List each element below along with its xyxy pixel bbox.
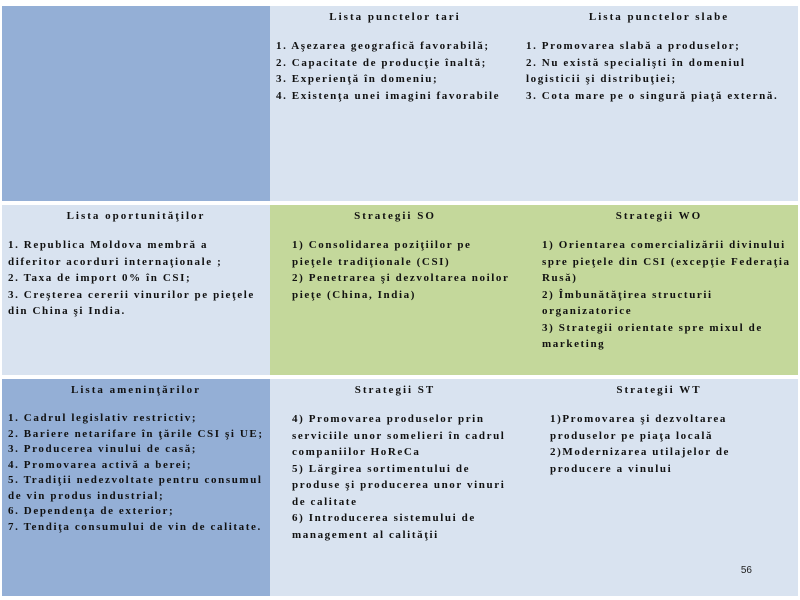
list-item: 1. Cadrul legislativ restrictiv; [8, 412, 198, 424]
empty-corner-cell [2, 6, 270, 201]
st-list [276, 411, 514, 543]
wt-strategies-cell [520, 379, 798, 596]
list-item: 1)Promovarea şi dezvoltarea produselor pe piaţa locală [550, 413, 727, 442]
list-item: 3) Strategii orientate spre mixul de marketing [542, 321, 763, 350]
list-item: 4. Existenţa unei imagini favorabile [276, 89, 501, 102]
list-item: 6. Dependenţa de exterior; [8, 505, 175, 517]
list-item: 1) Consolidarea poziţiilor pe pieţele tradiţionale (CSI) [292, 239, 472, 268]
list-item: 2) Penetrarea şi dezvoltarea noilor pieţe (China, India) [292, 272, 510, 301]
list-item: 6) Introducerea sistemului de management al calităţii [292, 512, 476, 541]
list-item: 2. Bariere netarifare în ţările CSI şi UE; [8, 427, 264, 440]
list-item: 2. Taxa de import 0% în CSI; [8, 272, 192, 284]
weaknesses-title: Lista punctelor slabe [588, 11, 730, 23]
list-item: 1) Orientarea comercializării divinului spre pieţele din CSI (excepţie Federaţia Rusă) [542, 239, 791, 284]
list-item: 4. Promovarea activă a berei; [8, 458, 193, 471]
list-item: 5. Tradiţii nedezvoltate pentru consumul de vin produs industrial; [8, 474, 263, 502]
list-item: 5) Lărgirea sortimentului de produse şi producerea unor vinuri de calitate [292, 462, 506, 508]
opportunities-list [8, 237, 264, 320]
page-number: 56 [740, 565, 752, 576]
list-item: 1. Promovarea slabă a produselor; [526, 40, 741, 52]
threats-list [8, 411, 264, 535]
list-item: 2)Modernizarea utilajelor de producere a vinului [550, 446, 731, 475]
st-strategies-cell [270, 379, 520, 596]
wo-title: Strategii WO [615, 210, 703, 222]
list-item: 3. Cota mare pe o singură piaţă externă. [526, 89, 779, 102]
strengths-list [276, 38, 514, 104]
list-item: 1. Aşezarea geografică favorabilă; [276, 40, 490, 52]
weaknesses-list [526, 38, 792, 104]
threats-cell [2, 379, 270, 596]
list-item: 3. Producerea vinului de casă; [8, 443, 198, 455]
wt-list [526, 411, 792, 477]
list-item: 7. Tendiţa consumului de vin de calitate. [8, 520, 262, 533]
wt-title: Strategii WT [616, 384, 702, 396]
list-item: 2. Capacitate de producţie înaltă; [276, 56, 487, 69]
threats-title: Lista ameninţărilor [71, 384, 201, 396]
so-title: Strategii SO [354, 210, 436, 222]
st-title: Strategii ST [354, 384, 436, 396]
swot-matrix [2, 6, 798, 596]
wo-strategies-cell [520, 205, 798, 375]
wo-list [526, 237, 792, 353]
list-item: 3. Creşterea cererii vinurilor pe pieţele din China şi India. [8, 288, 255, 317]
strengths-title: Lista punctelor tari [329, 11, 461, 23]
list-item: 4) Promovarea produselor prin serviciile unor somelieri în cadrul companiilor HoReCa [292, 413, 506, 458]
so-list [276, 237, 514, 303]
weaknesses-cell [520, 6, 798, 201]
so-strategies-cell [270, 205, 520, 375]
opportunities-cell [2, 205, 270, 375]
list-item: 1. Republica Moldova membră a diferitor acorduri internaţionale ; [8, 239, 223, 268]
list-item: 2) Îmbunătăţirea structurii organizatorice [542, 288, 713, 317]
strengths-cell [270, 6, 520, 201]
list-item: 2. Nu există specialişti în domeniul logisticii şi distribuţiei; [526, 56, 746, 85]
opportunities-title: Lista oportunităţilor [66, 210, 206, 222]
list-item: 3. Experienţă în domeniu; [276, 73, 439, 85]
